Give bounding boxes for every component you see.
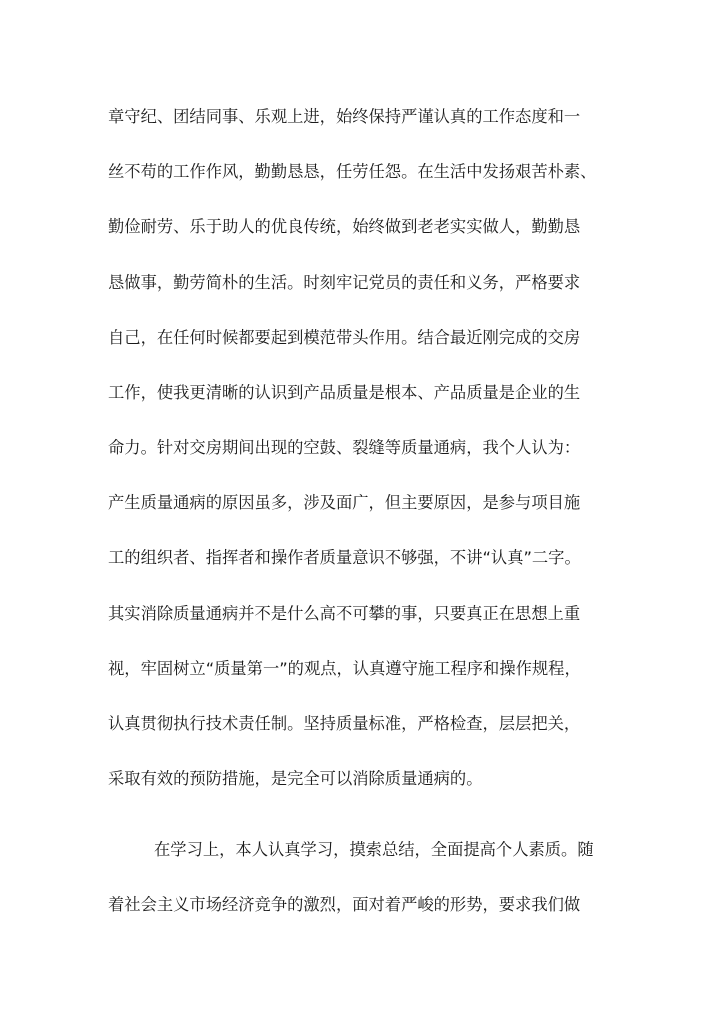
text-line-2: 丝不苟的工作作风，勤勤恳恳，任劳任怨。在生活中发扬艰苦朴素、 <box>108 162 597 181</box>
text-line-5: 自己，在任何时候都要起到模范带头作用。结合最近刚完成的交房 <box>108 328 581 347</box>
text-line-11: 视，牢固树立“质量第一”的观点，认真遵守施工程序和操作规程， <box>108 659 581 678</box>
text-line-1: 章守纪、团结同事、乐观上进，始终保持严谨认真的工作态度和一 <box>108 107 581 126</box>
text-line-3: 勤俭耐劳、乐于助人的优良传统，始终做到老老实实做人，勤勤恳 <box>108 217 581 236</box>
text-line-4: 恳做事，勤劳简朴的生活。时刻牢记党员的责任和义务，严格要求 <box>108 273 581 292</box>
text-line-10: 其实消除质量通病并不是什么高不可攀的事，只要真正在思想上重 <box>108 604 581 623</box>
text-line-15: 着社会主义市场经济竞争的激烈，面对着严峻的形势，要求我们做 <box>108 895 581 914</box>
text-line-6: 工作，使我更清晰的认识到产品质量是根本、产品质量是企业的生 <box>108 383 581 402</box>
text-line-7: 命力。针对交房期间出现的空鼓、裂缝等质量通病，我个人认为： <box>108 438 581 457</box>
text-line-13: 采取有效的预防措施，是完全可以消除质量通病的。 <box>108 769 483 788</box>
text-line-9: 工的组织者、指挥者和操作者质量意识不够强，不讲“认真”二字。 <box>108 548 581 567</box>
text-line-8: 产生质量通病的原因虽多，涉及面广，但主要原因，是参与项目施 <box>108 493 581 512</box>
text-line-14: 在学习上，本人认真学习，摸索总结，全面提高个人素质。随 <box>154 840 594 859</box>
text-line-12: 认真贯彻执行技术责任制。坚持质量标准，严格检查，层层把关， <box>108 714 581 733</box>
